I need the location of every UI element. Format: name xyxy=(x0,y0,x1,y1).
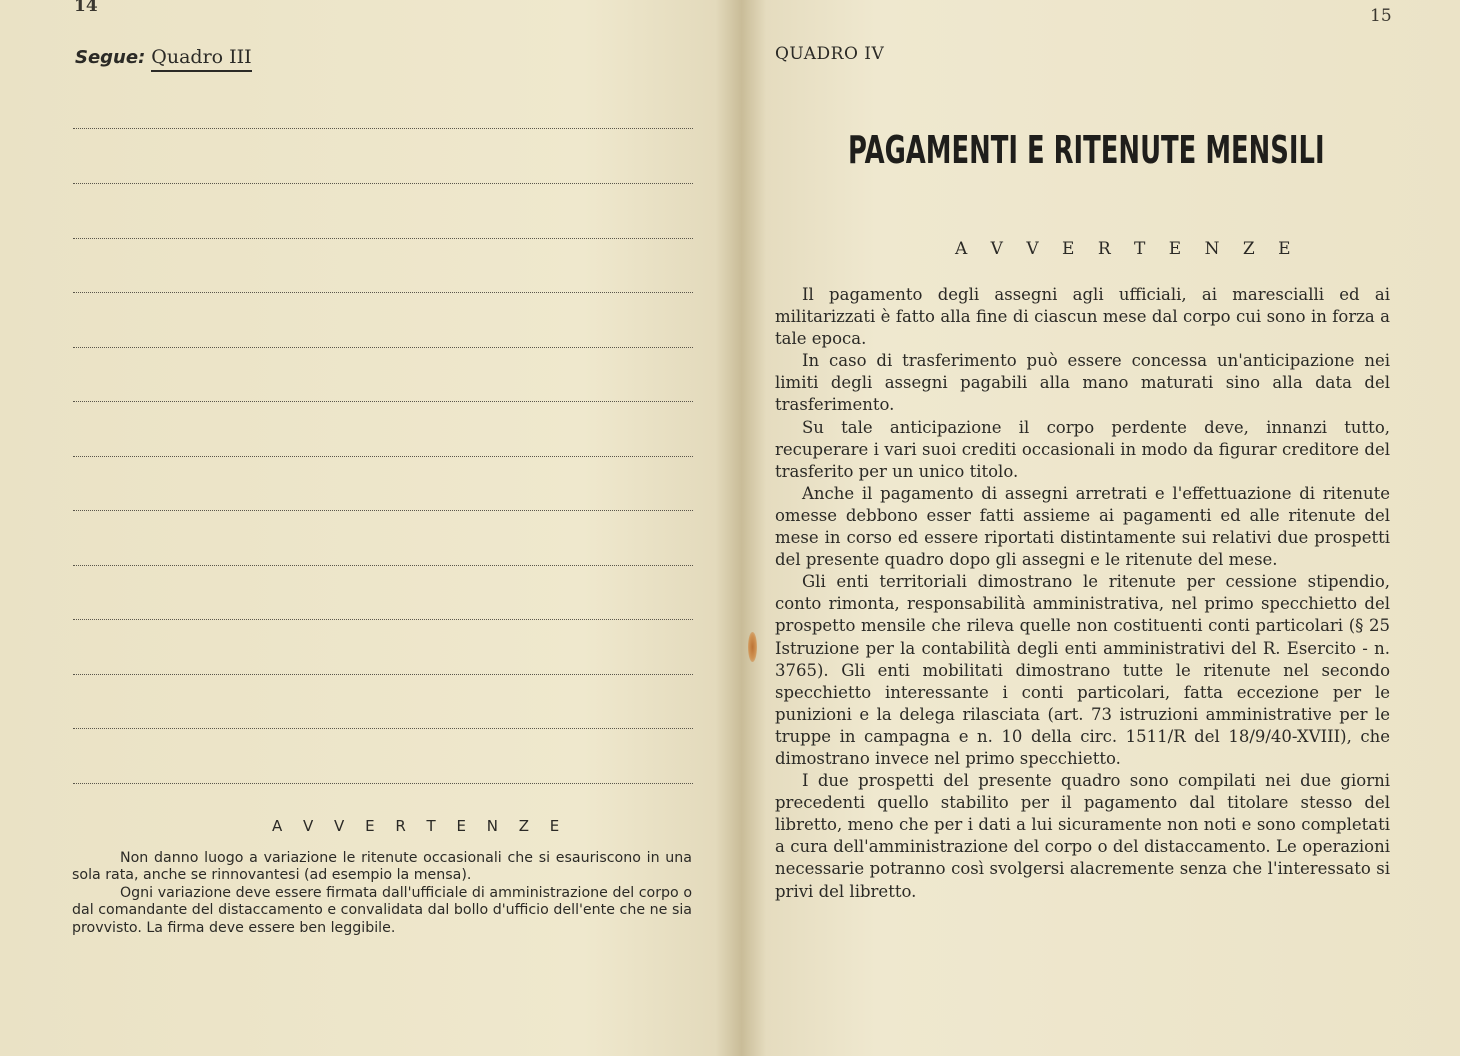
body-paragraph: Gli enti territoriali dimostrano le ritenute per cessione stipendio, conto rimonta, responsabilità amministrativa, nel primo specchietto del prospetto mensile che rileva quelle non costituenti conti particolari (§ 25 Istruzione per la contabilità degli enti amministrativi del R. Esercito - n. 3765). Gli enti mobilitati dimostrano tutte le ritenute nel secondo specchietto interessante i conti particolari, fatta eccezione per le punizioni e la delega rilasciata (art. 73 istruzioni amministrative per le truppe in campagna e n. 10 della circ. 1511/R del 18/9/40-XVIII), che dimostrano invece nel primo specchietto. xyxy=(775,572,1390,768)
body-paragraph: Anche il pagamento di assegni arretrati e l'effettuazione di ritenute omesse debbono esser fatti assieme ai pagamenti ed alle ritenute del mese in corso ed essere riportati distintamente sui relativi due prospetti del presente quadro dopo gli assegni e le ritenute del mese. xyxy=(775,483,1390,570)
ruled-line xyxy=(73,183,693,184)
warnings-body-right xyxy=(775,284,1390,903)
page-number-right: 15 xyxy=(1370,6,1392,26)
continues-reference: Quadro III xyxy=(151,46,251,72)
warnings-notes-left xyxy=(72,850,692,937)
ruled-line xyxy=(73,510,693,511)
ruled-line xyxy=(73,674,693,675)
warnings-heading-left: A V V E R T E N Z E xyxy=(272,817,568,835)
ruled-line xyxy=(73,128,693,129)
ruled-line xyxy=(73,292,693,293)
ruled-line xyxy=(73,456,693,457)
note-paragraph: Ogni variazione deve essere firmata dall'ufficiale di amministrazione del corpo o dal comandante del distaccamento e convalidata dal bollo d'ufficio dell'ente che ne sia provvisto. La firma deve essere ben leggibile. xyxy=(72,884,692,936)
continues-label: Segue: xyxy=(75,47,146,68)
note-paragraph: Non danno luogo a variazione le ritenute occasionali che si esauriscono in una sola rata, anche se rinnovantesi (ad esempio la mensa). xyxy=(72,850,692,884)
ruled-line xyxy=(73,238,693,239)
ruled-line xyxy=(73,347,693,348)
warnings-heading-right: A V V E R T E N Z E xyxy=(955,239,1300,259)
page-title: PAGAMENTI E RITENUTE MENSILI xyxy=(848,128,1325,172)
body-paragraph: I due prospetti del presente quadro sono compilati nei due giorni precedenti quello stabilito per il pagamento dal titolare stesso del libretto, meno che per i dati a lui sicuramente non noti e sono completati a cura dell'amministrazione del corpo o del distaccamento. Le operazioni necessarie potranno così svolgersi alacremente senza che l'interessato si privi del libretto. xyxy=(775,771,1390,901)
ruled-line xyxy=(73,619,693,620)
page-number-left: 14 xyxy=(74,0,98,16)
ruled-line xyxy=(73,401,693,402)
body-paragraph: In caso di trasferimento può essere concessa un'anticipazione nei limiti degli assegni pagabili alla mano maturati sino alla data del trasferimento. xyxy=(775,351,1390,415)
ruled-line xyxy=(73,728,693,729)
section-label: QUADRO IV xyxy=(775,44,885,64)
body-paragraph: Il pagamento degli assegni agli ufficiali, ai marescialli ed ai militarizzati è fatto alla fine di ciascun mese dal corpo cui sono in forza a tale epoca. xyxy=(775,285,1390,349)
ruled-line xyxy=(73,565,693,566)
ruled-line xyxy=(73,783,693,784)
body-paragraph: Su tale anticipazione il corpo perdente deve, innanzi tutto, recuperare i vari suoi crediti occasionali in modo da figurar creditore del trasferito per un unico titolo. xyxy=(775,417,1390,481)
continues-header xyxy=(75,46,252,68)
